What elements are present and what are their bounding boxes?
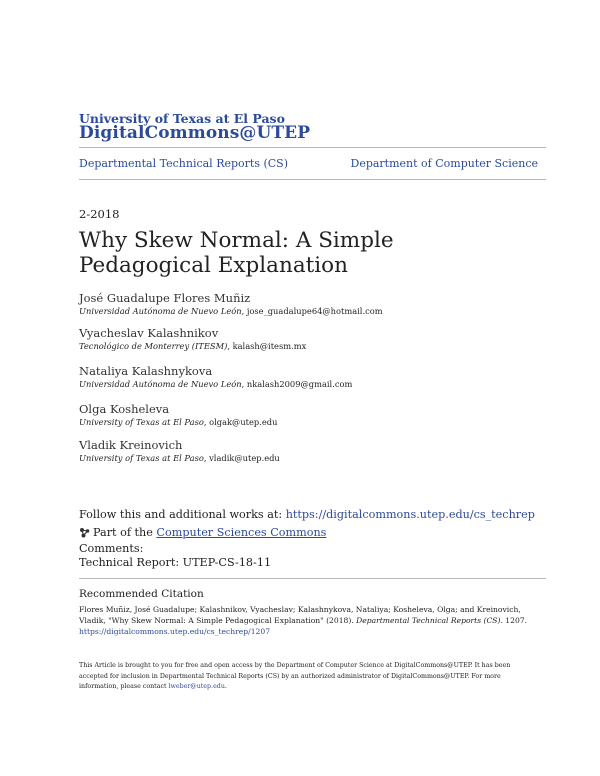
- citation-series: Departmental Technical Reports (CS): [356, 616, 501, 625]
- comments-label: Comments:: [79, 542, 144, 555]
- access-notice: [79, 661, 534, 693]
- nav-divider: [79, 179, 546, 180]
- author-name: José Guadalupe Flores Muñiz: [79, 291, 251, 305]
- author-name: Nataliya Kalashnykova: [79, 364, 213, 378]
- access-notice-text: This Article is brought to you for free and open access by the Department of Computer Science at DigitalCommons@UTEP. It has been accepted for inclusion in Departmental Technical Reports (CS) by an authorized administrator of DigitalCommons@UTEP. For more information, please contact: [79, 662, 511, 690]
- author-institution: University of Texas at El Paso: [79, 417, 204, 427]
- network-icon: [79, 527, 90, 538]
- author-email: , vladik@utep.edu: [203, 453, 280, 463]
- author-email: , nkalash2009@gmail.com: [241, 379, 353, 389]
- paper-title: Why Skew Normal: A Simple Pedagogical Explanation: [79, 228, 394, 278]
- author-institution: Universidad Autónoma de Nuevo León: [79, 379, 242, 389]
- author-name: Vyacheslav Kalashnikov: [79, 326, 219, 340]
- follow-line: [79, 508, 535, 521]
- access-notice-end: .: [224, 683, 227, 690]
- departmental-reports-link[interactable]: Departmental Technical Reports (CS): [79, 157, 289, 170]
- author-affiliation: [79, 453, 280, 463]
- top-divider: [79, 147, 546, 148]
- technical-report-number: Technical Report: UTEP-CS-18-11: [79, 556, 272, 569]
- citation-body: Flores Muñiz, José Guadalupe; Kalashnikov, Vyacheslav; Kalashnykova, Nataliya; Kosheleva, Olga; and Kreinovich, Vladik, "Why Skew Normal: A Simple Pedagogical Explanation" (2018).: [79, 605, 521, 625]
- department-link[interactable]: Department of Computer Science: [350, 157, 538, 170]
- citation-number: . 1207.: [500, 616, 528, 625]
- author-email: , kalash@itesm.mx: [227, 341, 307, 351]
- author-affiliation: [79, 306, 383, 316]
- author-email: , jose_guadalupe64@hotmail.com: [241, 306, 383, 316]
- author-affiliation: [79, 417, 277, 427]
- citation-divider: [79, 578, 546, 579]
- author-institution: Tecnológico de Monterrey (ITESM): [79, 341, 228, 351]
- part-of-line: [79, 526, 326, 539]
- part-of-label: Part of the: [93, 526, 153, 539]
- computer-sciences-commons-link[interactable]: Computer Sciences Commons: [156, 526, 327, 539]
- author-name: Vladik Kreinovich: [79, 438, 183, 452]
- citation-url-link[interactable]: https://digitalcommons.utep.edu/cs_techrep/1207: [79, 627, 271, 636]
- university-name: University of Texas at El Paso: [79, 111, 285, 126]
- author-name: Olga Kosheleva: [79, 402, 170, 416]
- publication-date: 2-2018: [79, 207, 120, 221]
- contact-email-link[interactable]: lweber@utep.edu: [168, 683, 225, 690]
- citation-heading: Recommended Citation: [79, 588, 204, 600]
- collection-url-link[interactable]: https://digitalcommons.utep.edu/cs_techrep: [285, 508, 535, 521]
- author-affiliation: [79, 341, 306, 351]
- author-institution: University of Texas at El Paso: [79, 453, 204, 463]
- author-institution: Universidad Autónoma de Nuevo León: [79, 306, 242, 316]
- repository-name[interactable]: DigitalCommons@UTEP: [79, 123, 311, 143]
- citation-text: [79, 604, 534, 637]
- author-affiliation: [79, 379, 352, 389]
- follow-label: Follow this and additional works at:: [79, 508, 286, 521]
- author-email: , olgak@utep.edu: [203, 417, 278, 427]
